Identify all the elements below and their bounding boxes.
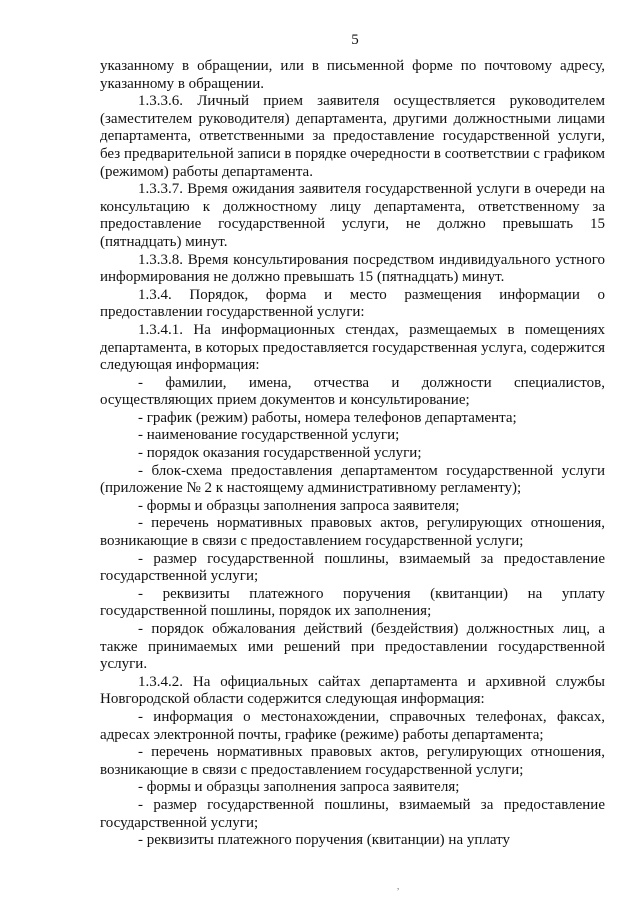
paragraph: 1.3.3.6. Личный прием заявителя осуществляется руководителем (заместителем руководителя) департамента, другими должностными лицами департамента, ответственными за предоставление государственной услуги, без предварительной записи в порядке очередности в соответствии с графиком (режимом) работы департамента.: [100, 93, 605, 180]
paragraph: - порядок оказания государственной услуги;: [138, 445, 422, 462]
scan-mark: ,: [397, 881, 400, 891]
paragraph: - размер государственной пошлины, взимаемый за предоставление государственной услуги;: [100, 796, 605, 831]
paragraph: - порядок обжалования действий (бездействия) должностных лиц, а также принимаемых ими решений при предоставлении государственной услуги.: [100, 621, 605, 673]
paragraph: - реквизиты платежного поручения (квитанции) на уплату: [138, 832, 511, 849]
paragraph: указанному в обращении, или в письменной форме по почтовому адресу, указанному в обращении.: [100, 58, 605, 92]
document-body: [100, 58, 605, 850]
paragraph: - информация о местонахождении, справочных телефонах, факсах, адресах электронной почты, графике (режиме) работы департамента;: [100, 708, 605, 743]
paragraph: 1.3.3.8. Время консультирования посредством индивидуального устного информирования не должно превышать 15 (пятнадцать) минут.: [100, 251, 605, 286]
paragraph: - перечень нормативных правовых актов, регулирующих отношения, возникающие в связи с предоставлением государственной услуги;: [100, 515, 605, 550]
paragraph: - перечень нормативных правовых актов, регулирующих отношения, возникающие в связи с предоставлением государственной услуги;: [100, 744, 605, 778]
paragraph: - график (режим) работы, номера телефонов департамента;: [138, 409, 517, 426]
paragraph: - реквизиты платежного поручения (квитанции) на уплату государственной пошлины, порядок их заполнения;: [100, 585, 605, 620]
paragraph: - размер государственной пошлины, взимаемый за предоставление государственной услуги;: [100, 550, 605, 585]
paragraph: - наименование государственной услуги;: [138, 427, 400, 444]
paragraph: - формы и образцы заполнения запроса заявителя;: [138, 497, 460, 514]
paragraph: 1.3.3.7. Время ожидания заявителя государственной услуги в очереди на консультацию к должностному лицу департамента, ответственному за предоставление государственной услуги, не должно превышать 15 (пятнадцать) минут.: [100, 181, 605, 250]
paragraph: - формы и образцы заполнения запроса заявителя;: [138, 779, 460, 796]
paragraph: 1.3.4.2. На официальных сайтах департамента и архивной службы Новгородской области содержится следующая информация:: [100, 673, 605, 708]
page-number: 5: [351, 32, 359, 48]
paragraph: - фамилии, имена, отчества и должности специалистов, осуществляющих прием документов и консультирование;: [100, 374, 605, 409]
paragraph: - блок-схема предоставления департаментом государственной услуги (приложение № 2 к настоящему административному регламенту);: [100, 462, 605, 497]
paragraph: 1.3.4. Порядок, форма и место размещения информации о предоставлении государственной услуги:: [100, 286, 605, 321]
paragraph: 1.3.4.1. На информационных стендах, размещаемых в помещениях департамента, в которых предоставляется государственная услуга, содержится следующая информация:: [100, 321, 605, 374]
